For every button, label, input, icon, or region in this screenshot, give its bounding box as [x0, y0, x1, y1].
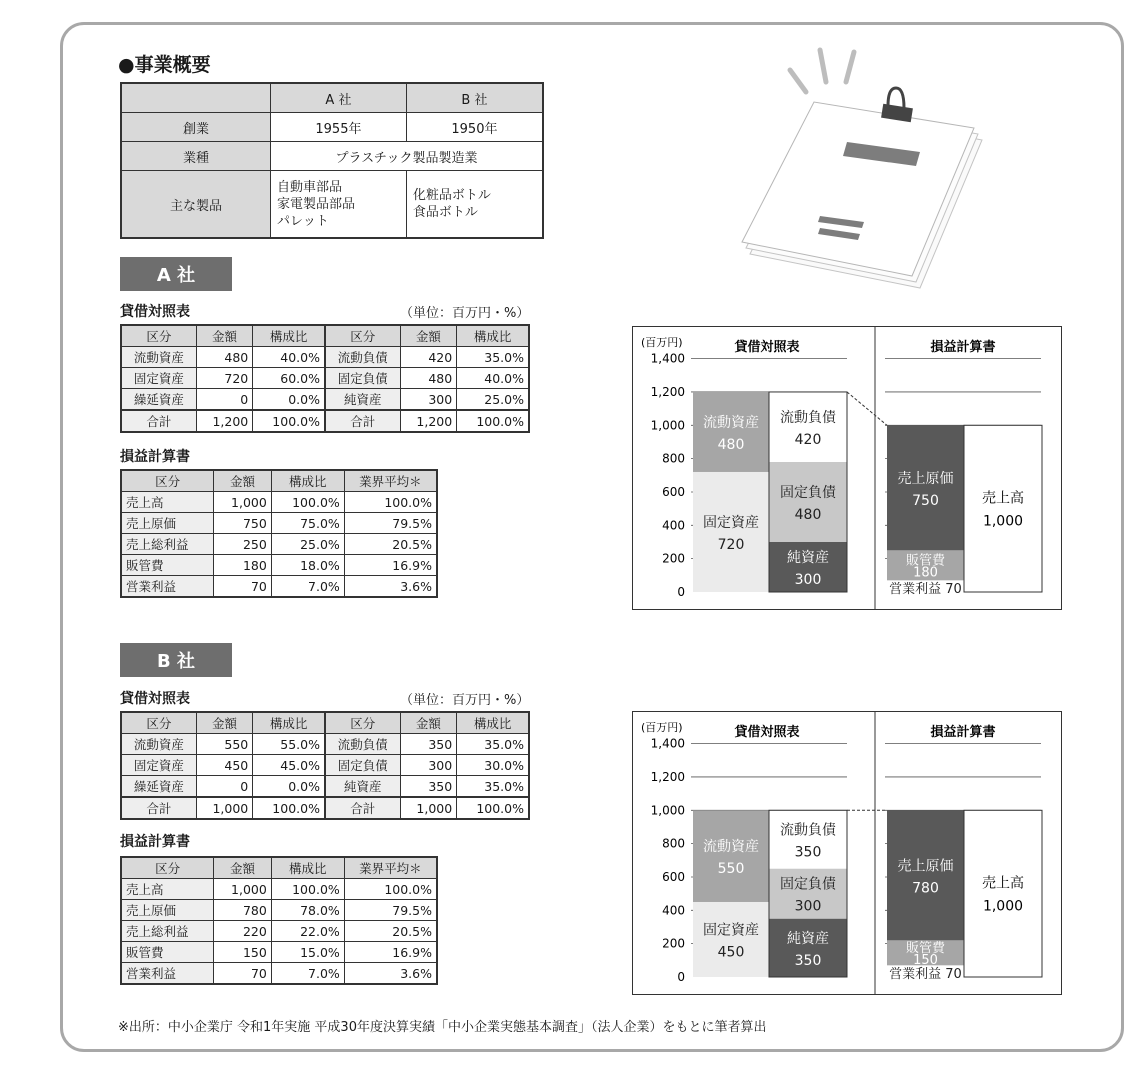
bs-cell-ratio: 40.0% [457, 368, 529, 389]
overview-cell: プラスチック製品製造業 [271, 142, 544, 171]
liability-bar-label: 固定負債 [780, 484, 836, 501]
bs-col-header: 構成比 [253, 325, 325, 347]
y-tick-label: 0 [677, 970, 685, 984]
bs-cell-amount: 350 [400, 734, 457, 755]
pl-cell-ratio: 78.0% [271, 900, 344, 921]
company-b-chart-svg [633, 712, 1061, 994]
chart-title-pl: 損益計算書 [930, 340, 996, 355]
cost-bar-label: 販管費 [905, 553, 946, 569]
y-tick-label: 1,200 [650, 769, 685, 784]
pl-cell-ratio: 7.0% [271, 576, 344, 598]
bs-cell-amount: 1,000 [196, 797, 253, 819]
bs-cell-amount: 0 [196, 776, 253, 798]
pl-col-header: 区分 [121, 857, 214, 879]
bs-cell-ratio: 100.0% [457, 797, 529, 819]
bs-cell-label: 流動負債 [325, 347, 400, 368]
overview-cell: 1955年 [271, 113, 407, 142]
company-b-pl-title: 損益計算書 [120, 834, 190, 850]
pl-cell-average: 3.6% [344, 963, 437, 985]
revenue-label: 売上高 [982, 875, 1024, 892]
bs-cell-ratio: 0.0% [253, 776, 325, 798]
y-tick-label: 1,200 [650, 384, 685, 399]
bs-cell-ratio: 35.0% [457, 347, 529, 368]
overview-header-blank [121, 83, 271, 113]
bs-cell-label: 流動資産 [121, 734, 196, 755]
bs-cell-amount: 300 [400, 755, 457, 776]
company-b-chart [632, 711, 1062, 995]
cost-bar-segment [887, 425, 964, 550]
cost-bar-value: 180 [913, 565, 938, 581]
pl-cell-average: 100.0% [344, 492, 437, 513]
product-line: パレット [277, 213, 329, 229]
y-tick-label: 0 [677, 585, 685, 599]
company-a-chart-svg [633, 327, 1061, 609]
company-a-pl-table [120, 469, 438, 598]
table-row-total [121, 410, 529, 432]
table-row [121, 368, 529, 389]
pl-cell-amount: 250 [214, 534, 272, 555]
chart-title-pl: 損益計算書 [930, 725, 996, 740]
cost-bar-value: 750 [912, 492, 939, 509]
bs-cell-amount: 1,200 [196, 410, 253, 432]
company-b-bs-table [120, 711, 530, 820]
bs-col-header: 金額 [400, 325, 457, 347]
pl-cell-label: 売上総利益 [121, 921, 214, 942]
pl-cell-ratio: 100.0% [271, 879, 344, 900]
pl-cell-amount: 70 [214, 576, 272, 598]
bs-cell-ratio: 25.0% [457, 389, 529, 411]
asset-bar-value: 480 [717, 436, 745, 453]
bs-cell-ratio: 55.0% [253, 734, 325, 755]
revenue-value: 1,000 [982, 898, 1024, 915]
bs-cell-ratio: 35.0% [457, 776, 529, 798]
pl-cell-amount: 70 [214, 963, 272, 985]
bs-col-header: 構成比 [253, 712, 325, 734]
stacked-papers-icon [742, 102, 982, 288]
table-row [121, 534, 437, 555]
binder-clip-icon [881, 88, 913, 122]
asset-bar-label: 固定資産 [703, 514, 759, 531]
liability-bar-label: 流動負債 [780, 409, 836, 426]
liability-bar-value: 420 [794, 431, 822, 448]
overview-row-label: 創業 [121, 113, 271, 142]
overview-header-a: A 社 [271, 83, 407, 113]
pl-cell-average: 20.5% [344, 921, 437, 942]
bs-cell-label: 合計 [325, 797, 400, 819]
asset-bar-segment [693, 810, 769, 902]
y-tick-label: 400 [662, 518, 685, 533]
overview-table [120, 82, 544, 239]
liability-bar-value: 300 [794, 898, 822, 915]
bs-col-header: 金額 [196, 325, 253, 347]
y-tick-label: 800 [662, 451, 685, 466]
bs-cell-amount: 300 [400, 389, 457, 411]
liability-bar-value: 300 [794, 571, 822, 588]
cost-bar-label: 売上原価 [897, 470, 954, 487]
bs-cell-label: 純資産 [325, 389, 400, 411]
bs-cell-amount: 480 [400, 368, 457, 389]
pl-cell-label: 販管費 [121, 942, 214, 963]
product-line: 自動車部品 [277, 179, 343, 195]
connector-line [847, 392, 887, 425]
chart-y-unit: (百万円) [641, 336, 683, 349]
y-tick-label: 600 [662, 869, 685, 884]
source-footnote: ※出所：中小企業庁 令和1年実施 平成30年度決算実績「中小企業実態基本調査」（法人企業）をもとに筆者算出 [118, 1020, 767, 1035]
pl-col-header: 業界平均＊ [344, 857, 437, 879]
overview-products-b [406, 171, 543, 239]
liability-bar-segment [769, 462, 847, 542]
revenue-bar [964, 810, 1042, 977]
bs-cell-label: 流動資産 [121, 347, 196, 368]
pl-cell-average: 79.5% [344, 513, 437, 534]
y-tick-label: 200 [662, 551, 685, 566]
pl-cell-average: 79.5% [344, 900, 437, 921]
table-row [121, 942, 437, 963]
bs-cell-label: 固定資産 [121, 368, 196, 389]
overview-header-b: B 社 [406, 83, 543, 113]
bs-cell-ratio: 35.0% [457, 734, 529, 755]
liability-bar-label: 固定負債 [780, 876, 836, 893]
company-a-unit: （単位：百万円・%） [400, 306, 530, 321]
bs-cell-label: 繰延資産 [121, 776, 196, 798]
bs-col-header: 区分 [121, 712, 196, 734]
bs-cell-amount: 480 [196, 347, 253, 368]
pl-cell-label: 営業利益 [121, 963, 214, 985]
y-tick-label: 600 [662, 484, 685, 499]
bs-cell-ratio: 100.0% [253, 797, 325, 819]
overview-row-label: 業種 [121, 142, 271, 171]
pl-cell-label: 販管費 [121, 555, 214, 576]
company-b-pl-table [120, 856, 438, 985]
pl-cell-amount: 750 [214, 513, 272, 534]
pl-cell-label: 売上原価 [121, 513, 214, 534]
overview-products-a [271, 171, 407, 239]
pl-col-header: 金額 [214, 470, 272, 492]
asset-bar-segment [693, 472, 769, 592]
asset-bar-value: 450 [717, 944, 745, 961]
table-row [121, 963, 437, 985]
liability-bar-value: 350 [794, 844, 822, 861]
pl-cell-amount: 150 [214, 942, 272, 963]
pl-cell-amount: 1,000 [214, 492, 272, 513]
chart-title-bs: 貸借対照表 [734, 340, 800, 355]
bs-cell-label: 合計 [325, 410, 400, 432]
asset-bar-segment [693, 902, 769, 977]
cost-bar-label: 売上原価 [897, 858, 954, 875]
cost-bar-segment [887, 810, 964, 940]
bs-col-header: 区分 [325, 325, 400, 347]
pl-cell-average: 16.9% [344, 555, 437, 576]
asset-bar-label: 流動資産 [703, 839, 759, 856]
bs-cell-amount: 420 [400, 347, 457, 368]
liability-bar-value: 480 [794, 506, 822, 523]
liability-bar-label: 純資産 [787, 549, 829, 566]
bs-col-header: 金額 [196, 712, 253, 734]
pl-cell-ratio: 22.0% [271, 921, 344, 942]
bs-cell-ratio: 60.0% [253, 368, 325, 389]
bs-cell-amount: 350 [400, 776, 457, 798]
asset-bar-label: 固定資産 [703, 922, 759, 939]
pl-col-header: 構成比 [271, 857, 344, 879]
cost-bar-label: 販管費 [905, 940, 946, 956]
pl-cell-ratio: 100.0% [271, 492, 344, 513]
liability-bar-value: 350 [794, 952, 822, 969]
table-row [121, 755, 529, 776]
pl-cell-average: 16.9% [344, 942, 437, 963]
bs-cell-ratio: 0.0% [253, 389, 325, 411]
bs-col-header: 構成比 [457, 325, 529, 347]
asset-bar-segment [693, 392, 769, 472]
y-tick-label: 800 [662, 836, 685, 851]
pl-cell-label: 売上原価 [121, 900, 214, 921]
bs-col-header: 構成比 [457, 712, 529, 734]
company-a-bs-title: 貸借対照表 [120, 304, 190, 320]
bs-cell-ratio: 30.0% [457, 755, 529, 776]
bs-cell-ratio: 45.0% [253, 755, 325, 776]
pl-col-header: 区分 [121, 470, 214, 492]
asset-bar-value: 550 [717, 861, 745, 878]
pl-cell-ratio: 15.0% [271, 942, 344, 963]
pl-cell-amount: 780 [214, 900, 272, 921]
table-row [121, 900, 437, 921]
pl-cell-label: 営業利益 [121, 576, 214, 598]
bs-cell-ratio: 40.0% [253, 347, 325, 368]
pl-cell-amount: 1,000 [214, 879, 272, 900]
pl-cell-average: 100.0% [344, 879, 437, 900]
table-row [121, 555, 437, 576]
bs-col-header: 区分 [121, 325, 196, 347]
table-row [121, 513, 437, 534]
product-line: 家電製品部品 [277, 196, 356, 212]
sparkle-lines-icon [790, 50, 854, 92]
y-tick-label: 1,000 [650, 803, 685, 818]
y-tick-label: 1,400 [650, 736, 685, 751]
bs-cell-amount: 450 [196, 755, 253, 776]
pl-cell-ratio: 18.0% [271, 555, 344, 576]
table-row [121, 921, 437, 942]
pl-cell-label: 売上高 [121, 879, 214, 900]
y-tick-label: 200 [662, 936, 685, 951]
bs-cell-ratio: 100.0% [457, 410, 529, 432]
bs-cell-ratio: 100.0% [253, 410, 325, 432]
bs-cell-label: 固定負債 [325, 755, 400, 776]
bs-col-header: 金額 [400, 712, 457, 734]
table-row [121, 776, 529, 798]
bs-cell-label: 固定資産 [121, 755, 196, 776]
overview-cell: 1950年 [406, 113, 543, 142]
y-tick-label: 1,000 [650, 418, 685, 433]
pl-cell-label: 売上高 [121, 492, 214, 513]
bs-cell-label: 流動負債 [325, 734, 400, 755]
pl-cell-amount: 180 [214, 555, 272, 576]
cost-bar-label: 営業利益 70 [889, 967, 962, 982]
product-line: 化粧品ボトル [412, 188, 491, 203]
y-tick-label: 1,400 [650, 351, 685, 366]
company-b-unit: （単位：百万円・%） [400, 693, 530, 708]
pl-col-header: 構成比 [271, 470, 344, 492]
revenue-bar [964, 425, 1042, 592]
table-row [121, 576, 437, 598]
product-line: 食品ボトル [412, 205, 478, 220]
pl-cell-label: 売上総利益 [121, 534, 214, 555]
cost-bar-value: 780 [912, 880, 939, 897]
table-row [121, 347, 529, 368]
company-a-pl-title: 損益計算書 [120, 449, 190, 465]
table-row [121, 492, 437, 513]
bs-cell-amount: 1,200 [400, 410, 457, 432]
cost-bar-label: 営業利益 70 [889, 582, 962, 597]
bs-cell-label: 純資産 [325, 776, 400, 798]
asset-bar-label: 流動資産 [703, 414, 759, 431]
bs-cell-label: 固定負債 [325, 368, 400, 389]
y-tick-label: 400 [662, 903, 685, 918]
pl-cell-average: 20.5% [344, 534, 437, 555]
liability-bar-label: 純資産 [787, 930, 829, 947]
company-a-chart [632, 326, 1062, 610]
bs-cell-amount: 1,000 [400, 797, 457, 819]
bs-cell-label: 合計 [121, 410, 196, 432]
company-a-badge: A 社 [120, 257, 232, 291]
table-row-total [121, 797, 529, 819]
bs-cell-label: 繰延資産 [121, 389, 196, 411]
cost-bar-value: 150 [913, 952, 938, 968]
overview-row-label: 主な製品 [121, 171, 271, 239]
asset-bar-value: 720 [717, 536, 745, 553]
overview-title: ●事業概要 [118, 54, 211, 76]
revenue-value: 1,000 [982, 513, 1024, 530]
pl-col-header: 業界平均＊ [344, 470, 437, 492]
pl-cell-average: 3.6% [344, 576, 437, 598]
chart-title-bs: 貸借対照表 [734, 725, 800, 740]
bs-col-header: 区分 [325, 712, 400, 734]
company-b-badge: B 社 [120, 643, 232, 677]
document-clip-illustration [720, 40, 1010, 290]
table-row [121, 879, 437, 900]
company-a-bs-table [120, 324, 530, 433]
pl-col-header: 金額 [214, 857, 272, 879]
chart-y-unit: (百万円) [641, 721, 683, 734]
liability-bar-segment [769, 392, 847, 462]
company-b-bs-title: 貸借対照表 [120, 691, 190, 707]
pl-cell-ratio: 75.0% [271, 513, 344, 534]
table-row [121, 389, 529, 411]
table-row [121, 734, 529, 755]
revenue-label: 売上高 [982, 490, 1024, 507]
pl-cell-ratio: 25.0% [271, 534, 344, 555]
pl-cell-ratio: 7.0% [271, 963, 344, 985]
pl-cell-amount: 220 [214, 921, 272, 942]
bs-cell-amount: 0 [196, 389, 253, 411]
bs-cell-label: 合計 [121, 797, 196, 819]
bs-cell-amount: 550 [196, 734, 253, 755]
liability-bar-label: 流動負債 [780, 822, 836, 839]
bs-cell-amount: 720 [196, 368, 253, 389]
